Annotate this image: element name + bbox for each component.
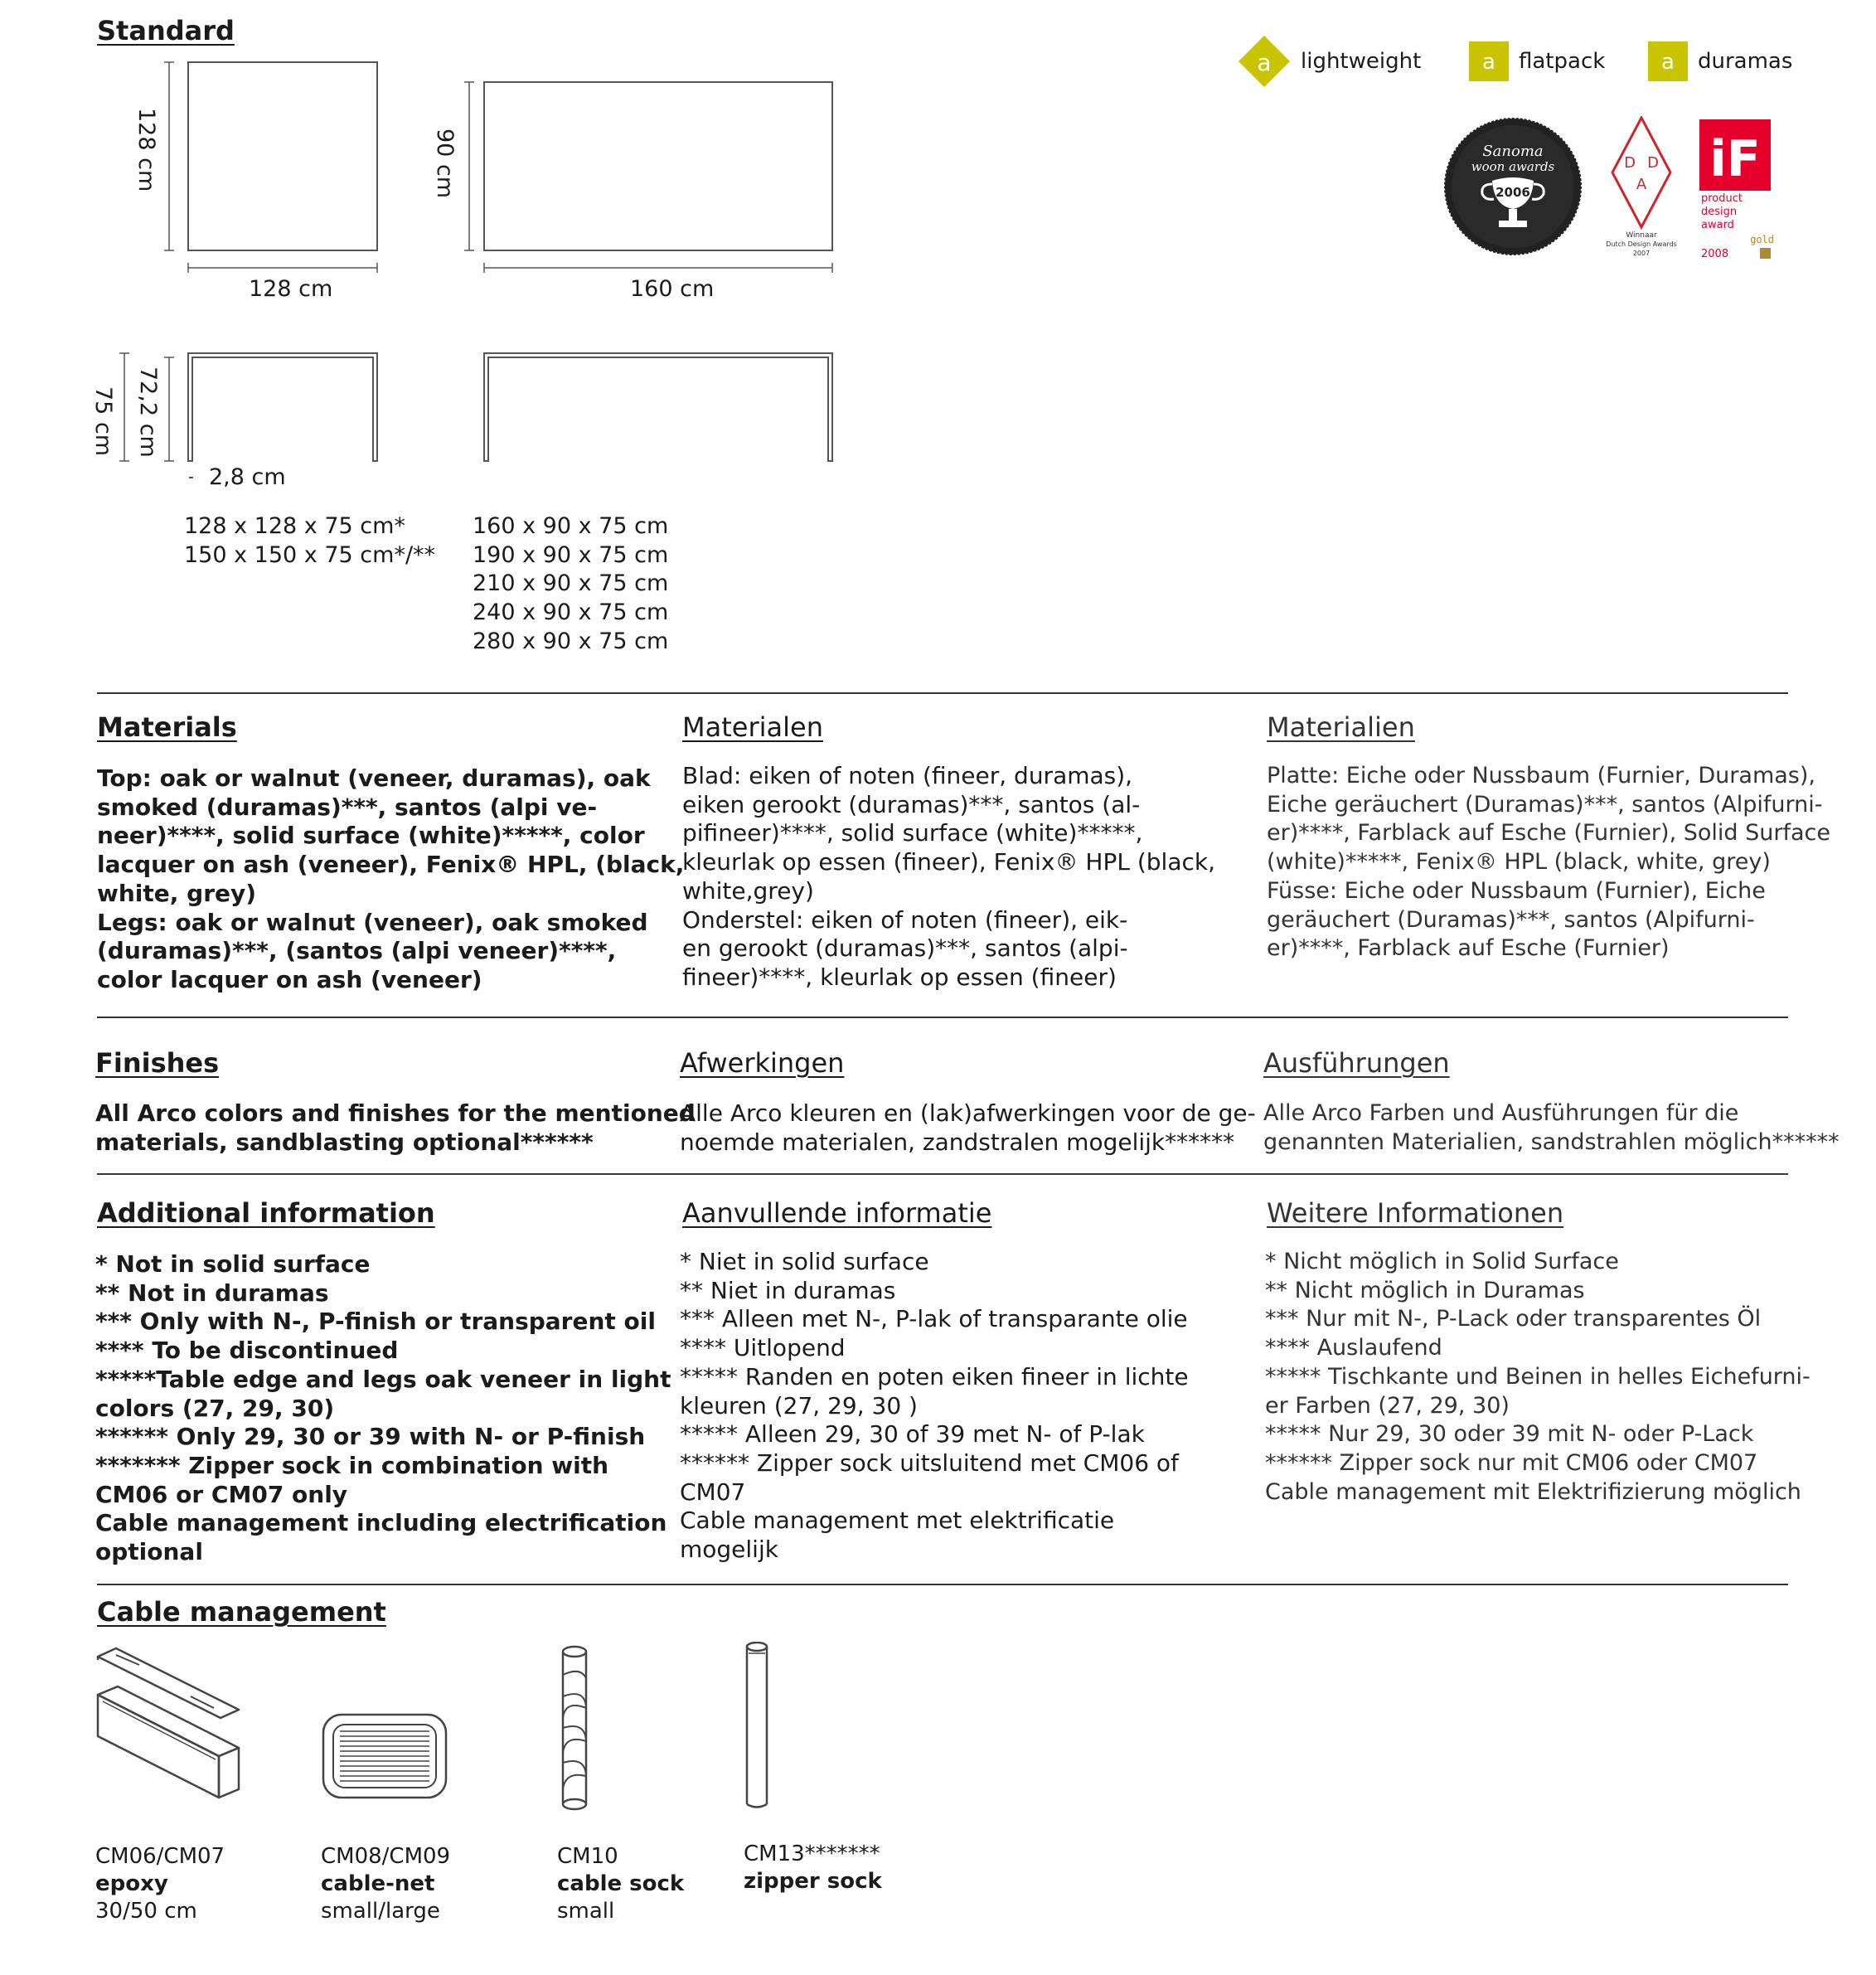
text-line: Top: oak or walnut (veneer, duramas), oak bbox=[97, 764, 651, 792]
svg-text:Winnaar: Winnaar bbox=[1626, 231, 1657, 240]
cable-code: CM13******* bbox=[744, 1842, 880, 1866]
cable-item-cable-net bbox=[321, 1843, 450, 1925]
text-line: ***** Randen en poten eiken fineer in lichte bbox=[680, 1362, 1189, 1390]
sizes-square bbox=[184, 512, 435, 570]
additional-heading-en: Additional information bbox=[97, 1197, 435, 1229]
svg-text:woon awards: woon awards bbox=[1471, 159, 1555, 174]
additional-heading-nl: Aanvullende informatie bbox=[682, 1197, 992, 1229]
text-line: ****** Zipper sock uitsluitend met CM06 of bbox=[680, 1448, 1179, 1477]
text-line: color lacquer on ash (veneer) bbox=[97, 965, 482, 993]
text-line: **** To be discontinued bbox=[95, 1337, 399, 1365]
text-line: neer)****, solid surface (white)*****, color bbox=[97, 822, 645, 850]
rect-side-view bbox=[484, 353, 832, 461]
badge-lightweight bbox=[1238, 36, 1421, 86]
additional-nl bbox=[680, 1248, 1189, 1565]
text-line: er Farben (27, 29, 30) bbox=[1265, 1392, 1510, 1419]
sanoma-award-seal bbox=[1442, 116, 1583, 257]
svg-text:Dutch Design Awards: Dutch Design Awards bbox=[1606, 240, 1677, 248]
svg-text:D: D bbox=[1624, 154, 1636, 172]
text-line: * Nicht möglich in Solid Surface bbox=[1265, 1249, 1619, 1274]
text-line: ****** Only 29, 30 or 39 with N- or P-finish bbox=[95, 1423, 646, 1451]
text-line: optional bbox=[95, 1538, 203, 1566]
size-line: 160 x 90 x 75 cm bbox=[473, 513, 669, 539]
text-line: en gerookt (duramas)***, santos (alpi- bbox=[682, 934, 1128, 963]
square-top-view bbox=[188, 62, 377, 250]
cable-net-drawing bbox=[323, 1715, 446, 1798]
text-line: lacquer on ash (veneer), Fenix® HPL, (black, bbox=[97, 851, 685, 879]
text-line: (white)*****, Fenix® HPL (black, white, grey) bbox=[1267, 849, 1771, 876]
text-line: Eiche geräuchert (Duramas)***, santos (Alpifurni- bbox=[1267, 791, 1823, 818]
text-line: ****** Zipper sock nur mit CM06 oder CM07 bbox=[1265, 1449, 1758, 1476]
svg-text:2007: 2007 bbox=[1632, 250, 1651, 257]
text-line: * Niet in solid surface bbox=[680, 1248, 929, 1275]
text-line: ** Niet in duramas bbox=[680, 1276, 896, 1304]
text-line: *** Only with N-, P-finish or transparent oil bbox=[95, 1308, 656, 1336]
text-line: kleurlak op essen (fineer), Fenix® HPL (black, bbox=[682, 848, 1215, 876]
svg-text:A: A bbox=[1636, 176, 1647, 193]
svg-text:design: design bbox=[1701, 206, 1738, 218]
cable-size: 30/50 cm bbox=[95, 1899, 197, 1924]
materials-de bbox=[1267, 762, 1830, 963]
materials-heading-en: Materials bbox=[97, 711, 237, 743]
text-line: mogelijk bbox=[680, 1536, 778, 1564]
cable-code: CM08/CM09 bbox=[321, 1844, 451, 1869]
text-line: colors (27, 29, 30) bbox=[95, 1394, 335, 1422]
sizes-rect bbox=[473, 512, 668, 657]
diamond-a-icon bbox=[1238, 35, 1291, 88]
cable-name: zipper sock bbox=[744, 1869, 882, 1894]
divider bbox=[97, 692, 1788, 694]
badge-label: flatpack bbox=[1519, 49, 1606, 74]
cable-heading: Cable management bbox=[97, 1596, 386, 1628]
text-line: * Not in solid surface bbox=[95, 1250, 371, 1278]
finishes-de bbox=[1263, 1099, 1840, 1157]
text-line: Cable management mit Elektrifizierung möglich bbox=[1265, 1478, 1801, 1505]
text-line: Cable management including electrification bbox=[95, 1509, 667, 1537]
text-line: Alle Arco Farben und Ausführungen für die bbox=[1263, 1100, 1739, 1126]
finishes-heading-en: Finishes bbox=[95, 1047, 220, 1079]
epoxy-tray-drawing bbox=[98, 1648, 239, 1798]
text-line: eiken gerookt (duramas)***, santos (al- bbox=[682, 790, 1141, 818]
text-line: CM06 or CM07 only bbox=[95, 1480, 348, 1508]
text-line: noemde materialen, zandstralen mogelijk****** bbox=[680, 1128, 1235, 1156]
standard-heading: Standard bbox=[97, 15, 235, 46]
text-line: white,grey) bbox=[682, 876, 814, 905]
size-line: 128 x 128 x 75 cm* bbox=[184, 513, 405, 539]
svg-text:2006: 2006 bbox=[1495, 185, 1530, 200]
cable-name: cable-net bbox=[321, 1871, 435, 1896]
materials-en bbox=[97, 764, 684, 995]
cable-code: CM10 bbox=[557, 1844, 618, 1869]
rect-depth-label: 90 cm bbox=[432, 129, 458, 199]
svg-text:Sanoma: Sanoma bbox=[1482, 143, 1544, 160]
text-line: *****Table edge and legs oak veneer in light bbox=[95, 1365, 671, 1393]
badge-flatpack bbox=[1469, 36, 1605, 86]
svg-text:D: D bbox=[1647, 154, 1659, 172]
svg-text:a: a bbox=[1482, 50, 1495, 75]
badge-label: lightweight bbox=[1301, 49, 1422, 74]
rect-top-view bbox=[484, 82, 832, 250]
size-line: 150 x 150 x 75 cm*/** bbox=[184, 541, 436, 568]
text-line: ******* Zipper sock in combination with bbox=[95, 1451, 609, 1479]
badge-label: duramas bbox=[1698, 49, 1793, 74]
square-side-view bbox=[188, 353, 377, 461]
height-frame-label: 72,2 cm bbox=[135, 366, 161, 458]
svg-text:a: a bbox=[1257, 49, 1272, 76]
text-line: ***** Alleen 29, 30 of 39 met N- of P-lak bbox=[680, 1420, 1145, 1448]
badge-duramas bbox=[1648, 36, 1792, 86]
text-line: ** Nicht möglich in Duramas bbox=[1265, 1277, 1585, 1303]
text-line: Onderstel: eiken of noten (fineer), eik- bbox=[682, 905, 1128, 934]
if-award-logo bbox=[1699, 116, 1791, 265]
divider bbox=[97, 1017, 1788, 1018]
text-line: er)****, Farblack auf Esche (Furnier), Solid Surface bbox=[1267, 820, 1830, 847]
text-line: er)****, Farblack auf Esche (Furnier) bbox=[1267, 935, 1670, 962]
leg-width-label: 2,8 cm bbox=[209, 464, 286, 490]
square-a-icon bbox=[1648, 41, 1688, 81]
dimension-drawings bbox=[0, 0, 870, 497]
divider bbox=[97, 1173, 1788, 1175]
finishes-nl bbox=[680, 1099, 1256, 1157]
size-line: 240 x 90 x 75 cm bbox=[473, 599, 669, 626]
square-width-label: 128 cm bbox=[249, 276, 333, 302]
text-line: ** Not in duramas bbox=[95, 1279, 329, 1307]
additional-en bbox=[95, 1250, 671, 1567]
text-line: Cable management met elektrificatie bbox=[680, 1507, 1115, 1535]
text-line: ***** Nur 29, 30 oder 39 mit N- oder P-Lack bbox=[1265, 1421, 1754, 1448]
text-line: **** Uitlopend bbox=[680, 1334, 846, 1362]
additional-de bbox=[1265, 1248, 1811, 1507]
text-line: (duramas)***, (santos (alpi veneer)****, bbox=[97, 937, 617, 965]
text-line: kleuren (27, 29, 30 ) bbox=[680, 1391, 918, 1419]
zipper-sock-drawing bbox=[747, 1643, 767, 1808]
text-line: Blad: eiken of noten (fineer, duramas), bbox=[682, 762, 1133, 789]
text-line: pifineer)****, solid surface (white)*****, bbox=[682, 819, 1143, 847]
square-depth-label: 128 cm bbox=[133, 108, 159, 192]
dda-award-logo bbox=[1600, 116, 1683, 261]
materials-heading-nl: Materialen bbox=[682, 711, 823, 743]
size-line: 190 x 90 x 75 cm bbox=[473, 541, 669, 568]
text-line: white, grey) bbox=[97, 879, 257, 907]
svg-text:gold: gold bbox=[1750, 234, 1774, 245]
text-line: *** Nur mit N-, P-Lack oder transparentes Öl bbox=[1265, 1306, 1762, 1332]
cable-management-drawings bbox=[91, 1642, 920, 1824]
text-line: fineer)****, kleurlak op essen (fineer) bbox=[682, 963, 1117, 991]
text-line: smoked (duramas)***, santos (alpi ve- bbox=[97, 793, 598, 821]
text-line: *** Alleen met N-, P-lak of transparante olie bbox=[680, 1305, 1188, 1333]
rect-width-label: 160 cm bbox=[630, 276, 715, 302]
size-line: 210 x 90 x 75 cm bbox=[473, 570, 669, 597]
text-line: Legs: oak or walnut (veneer), oak smoked bbox=[97, 908, 648, 936]
text-line: All Arco colors and finishes for the mentioned bbox=[95, 1099, 696, 1127]
text-line: **** Auslaufend bbox=[1265, 1335, 1442, 1361]
svg-text:a: a bbox=[1661, 50, 1675, 75]
svg-text:iF: iF bbox=[1709, 130, 1761, 188]
text-line: geräuchert (Duramas)***, santos (Alpifurni- bbox=[1267, 906, 1755, 933]
cable-item-zipper-sock bbox=[744, 1841, 882, 1895]
svg-text:2008: 2008 bbox=[1701, 248, 1729, 260]
materials-heading-de: Materialien bbox=[1267, 711, 1415, 743]
cable-name: epoxy bbox=[95, 1871, 168, 1896]
divider bbox=[97, 1584, 1788, 1585]
cable-code: CM06/CM07 bbox=[95, 1844, 225, 1869]
finishes-en bbox=[95, 1099, 696, 1157]
text-line: genannten Materialien, sandstrahlen möglich****** bbox=[1263, 1128, 1840, 1155]
cable-name: cable sock bbox=[557, 1871, 685, 1896]
text-line: materials, sandblasting optional****** bbox=[95, 1128, 594, 1156]
square-a-icon bbox=[1469, 41, 1509, 81]
size-line: 280 x 90 x 75 cm bbox=[473, 628, 669, 654]
svg-text:product: product bbox=[1701, 192, 1743, 205]
finishes-heading-nl: Afwerkingen bbox=[680, 1047, 845, 1079]
text-line: ***** Tischkante und Beinen in helles Eichefurni- bbox=[1265, 1363, 1811, 1390]
materials-nl bbox=[682, 762, 1215, 992]
finishes-heading-de: Ausführungen bbox=[1263, 1047, 1450, 1079]
cable-item-cable-sock bbox=[557, 1843, 684, 1925]
cable-size: small bbox=[557, 1899, 615, 1924]
cable-item-epoxy bbox=[95, 1843, 225, 1925]
text-line: Platte: Eiche oder Nussbaum (Furnier, Duramas), bbox=[1267, 763, 1815, 789]
additional-heading-de: Weitere Informationen bbox=[1267, 1197, 1564, 1229]
cable-size: small/large bbox=[321, 1899, 440, 1924]
text-line: CM07 bbox=[680, 1478, 746, 1506]
text-line: Alle Arco kleuren en (lak)afwerkingen voor de ge- bbox=[680, 1099, 1256, 1127]
height-total-label: 75 cm bbox=[90, 386, 116, 457]
svg-text:award: award bbox=[1701, 219, 1734, 231]
text-line: Füsse: Eiche oder Nussbaum (Furnier), Eiche bbox=[1267, 877, 1766, 904]
cable-sock-drawing bbox=[563, 1647, 586, 1809]
